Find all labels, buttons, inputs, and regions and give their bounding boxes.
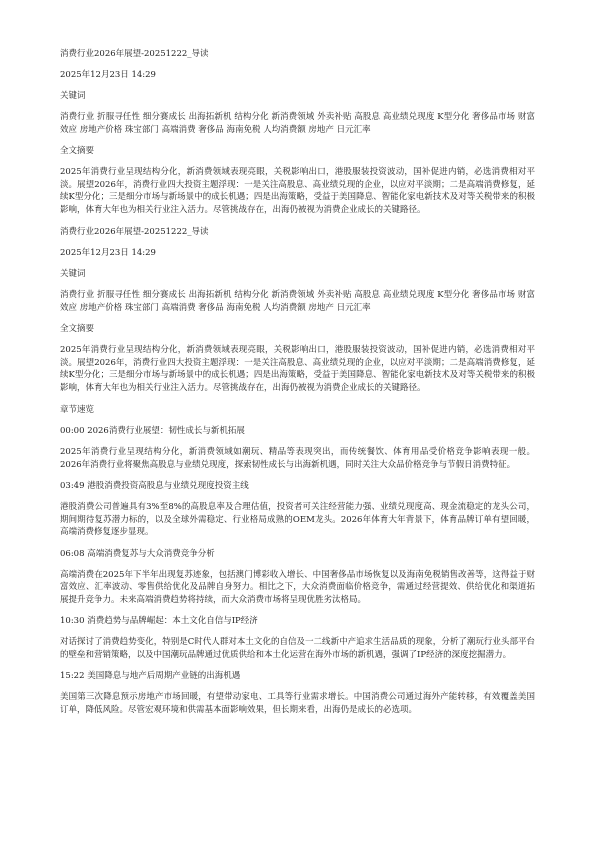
chapter-title: 00:00 2026消费行业展望：韧性成长与新机拓展 xyxy=(60,426,245,436)
chapter-text: 港股消费公司普遍具有3%至8%的高股息率及合理估值，投资者可关注经营能力强、业绩兑现度高、现金流稳定的龙头公司，期间期待复苏潜力标的，以及全球外需稳定、行业格局成熟的OEM龙头。2026年体育大年背景下，体育品牌订单有望回暖，高端消费修复逐步显现。 xyxy=(60,502,535,537)
chapter-text: 2025年消费行业呈现结构分化，新消费领域如潮玩、精品等表现突出，而传统餐饮、体育用品受价格竞争影响表现一般。2026年消费行业将聚焦高股息与业绩兑现度，探索韧性成长与出海新机遇，同时关注大众品价格竞争与节假日消费特征。 xyxy=(60,447,535,470)
keywords-heading: 关键词 xyxy=(60,91,86,101)
chapter-title: 15:22 美国降息与地产后周期产业链的出海机遇 xyxy=(60,671,241,681)
chapter-text: 美国第三次降息预示房地产市场回暖，有望带动家电、工具等行业需求增长。中国消费公司通过海外产能转移，有效覆盖美国订单，降低风险。尽管宏观环境和供需基本面影响效果，但长期来看，出海仍是成长的必选项。 xyxy=(60,692,535,715)
doc-title-repeat: 消费行业2026年展望-20251222_导读 xyxy=(60,227,209,237)
chapter-title: 10:30 消费趋势与品牌崛起：本土文化自信与IP经济 xyxy=(60,616,258,626)
keywords-text-repeat: 消费行业 折服寻任性 细分赛成长 出海拓新机 结构分化 新消费领域 外卖补贴 高股息 高业绩兑现度 K型分化 奢侈品市场 财富效应 房地产价格 珠宝部门 高端消费 奢侈品 海南免税 人均消费额 房地产 日元汇率 xyxy=(60,290,535,313)
keywords-text: 消费行业 折服寻任性 细分赛成长 出海拓新机 结构分化 新消费领域 外卖补贴 高股息 高业绩兑现度 K型分化 奢侈品市场 财富效应 房地产价格 珠宝部门 高端消费 奢侈品 海南免税 人均消费额 房地产 日元汇率 xyxy=(60,112,535,135)
summary-text-repeat: 2025年消费行业呈现结构分化，新消费领域表现亮眼，关税影响出口，港股服装投资波动，国补促进内销，必选消费相对平淡。展望2026年，消费行业四大投资主题浮现：一是关注高股息、高业绩兑现的企业，以应对平淡期；二是高端消费修复，延续K型分化；三是细分市场与新场景中的成长机遇；四是出海策略，受益于美国降息、智能化家电新技术及对等关税带来的积极影响，体育大年也为相关行业注入活力。尽管挑战存在，出海仍被视为消费企业成长的关键路径。 xyxy=(60,345,535,393)
doc-date: 2025年12月23日 14:29 xyxy=(60,70,156,80)
summary-heading: 全文摘要 xyxy=(60,146,95,156)
doc-date-repeat: 2025年12月23日 14:29 xyxy=(60,248,156,258)
doc-title: 消费行业2026年展望-20251222_导读 xyxy=(60,49,209,59)
chapters-heading: 章节速览 xyxy=(60,405,95,415)
chapter-text: 高端消费在2025年下半年出现复苏迹象，包括澳门博彩收入增长、中国奢侈品市场恢复以及海南免税销售改善等，这得益于财富效应、汇率波动、零售供给优化及品牌自身努力。相比之下，大众消费面临价格竞争，需通过经营提效、供给优化和渠道拓展提升竞争力。未来高端消费趋势将持续，而大众消费市场将呈现优胜劣汰格局。 xyxy=(60,569,535,605)
summary-text: 2025年消费行业呈现结构分化，新消费领域表现亮眼，关税影响出口，港股服装投资波动，国补促进内销，必选消费相对平淡。展望2026年，消费行业四大投资主题浮现：一是关注高股息、高业绩兑现的企业，以应对平淡期；二是高端消费修复，延续K型分化；三是细分市场与新场景中的成长机遇；四是出海策略，受益于美国降息、智能化家电新技术及对等关税带来的积极影响，体育大年也为相关行业注入活力。尽管挑战存在，出海仍被视为消费企业成长的关键路径。 xyxy=(60,167,535,215)
summary-heading-repeat: 全文摘要 xyxy=(60,324,95,334)
chapter-title: 03:49 港股消费投资高股息与业绩兑现度投资主线 xyxy=(60,481,249,491)
chapter-title: 06:08 高端消费复苏与大众消费竞争分析 xyxy=(60,548,215,559)
keywords-heading-repeat: 关键词 xyxy=(60,269,86,279)
chapter-text: 对话探讨了消费趋势变化，特别是C时代人群对本土文化的自信及一二线新中产追求生活品质的现象，分析了潮玩行业头部平台的壁垒和营销策略，以及中国潮玩品牌通过优质供给和本土化运营在海外市场的新机遇，强调了IP经济的深度挖掘潜力。 xyxy=(60,637,535,660)
